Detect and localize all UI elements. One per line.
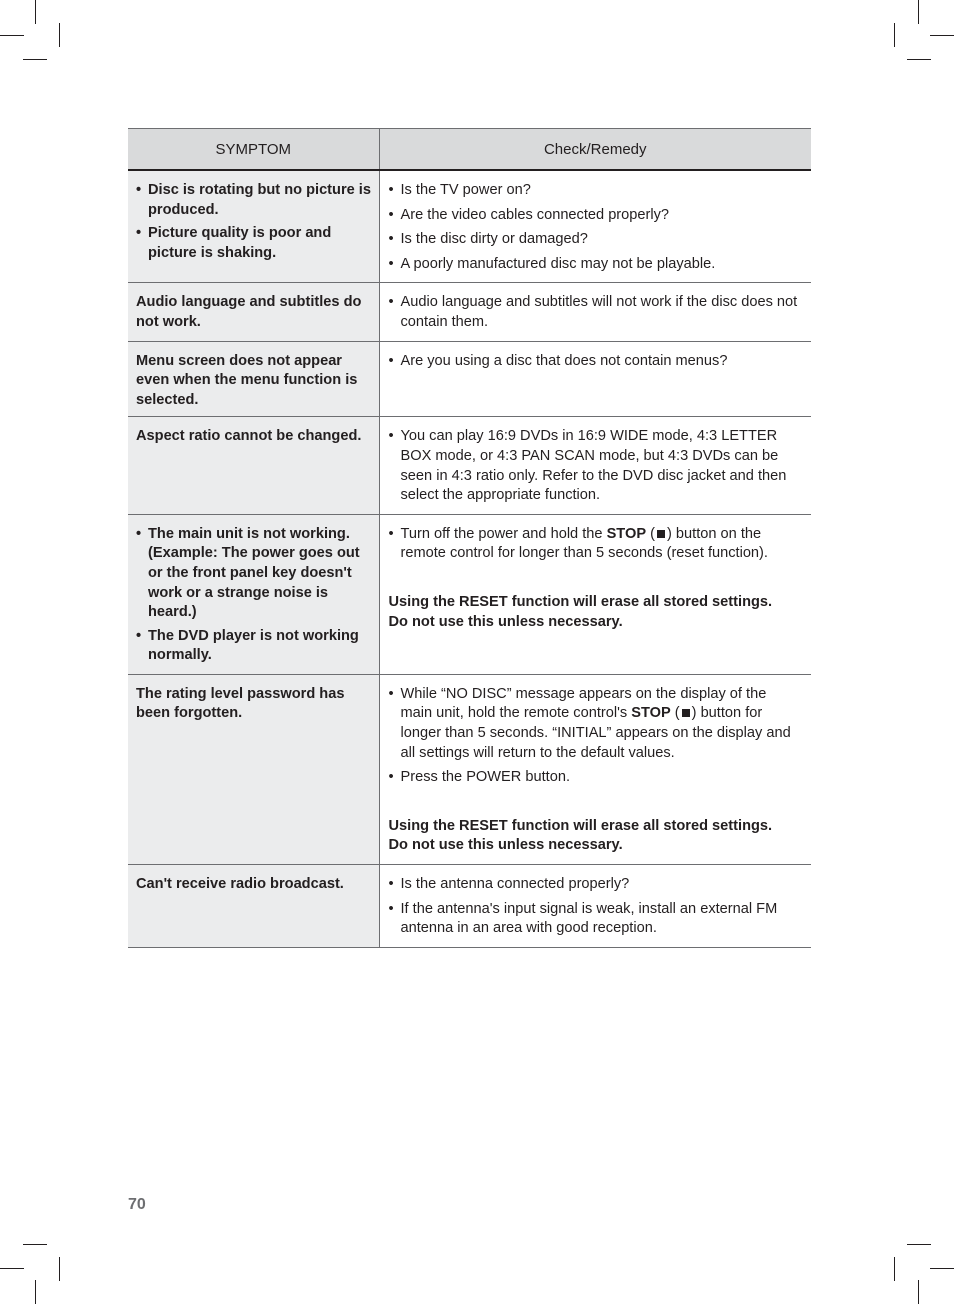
reset-warning-note [389,593,802,632]
crop-mark [59,23,60,47]
note-line: Do not use this unless necessary. [388,837,623,854]
remedy-cell [379,417,811,514]
symptom-text: Audio language and subtitles do not work. [136,294,362,330]
table-row [128,674,811,864]
remedy-item: • A poorly manufactured disc may not be playable. [389,255,802,275]
symptom-item: • Disc is rotating but no picture is produced. [136,181,373,220]
remedy-cell [379,674,811,864]
crop-mark [918,0,919,24]
remedy-item: • Are you using a disc that does not contain menus? [389,352,802,372]
remedy-item: • If the antenna's input signal is weak, install an external FM antenna in an area with good reception. [389,900,802,939]
note-line: Using the RESET function will erase all stored settings. [388,593,773,610]
remedy-cell [379,341,811,417]
table-row [128,514,811,674]
remedy-item: • Is the TV power on? [389,181,802,201]
remedy-text: While “NO DISC” message appears on the display of the main unit, hold the remote control's [400,685,767,722]
troubleshooting-table [128,128,811,948]
remedy-item: • Audio language and subtitles will not work if the disc does not contain them. [389,293,802,332]
remedy-item: • You can play 16:9 DVDs in 16:9 WIDE mode, 4:3 LETTER BOX mode, or 4:3 PAN SCAN mode, but 4:3 DVDs can be seen in 4:3 ratio only. Refer to the DVD disc jacket and then select the appropriate function. [389,427,802,505]
crop-mark [0,1268,24,1269]
reset-warning-note [389,817,802,856]
symptom-text: Can't receive radio broadcast. [136,876,344,893]
table-row [128,865,811,948]
stop-label: STOP [606,525,647,542]
remedy-item: • Is the disc dirty or damaged? [389,230,802,250]
symptom-cell [128,341,379,417]
symptom-item: • The DVD player is not working normally. [136,627,373,666]
remedy-cell [379,283,811,341]
table-header-row [128,129,811,171]
table-row [128,417,811,514]
remedy-item: • Are the video cables connected properly? [389,206,802,226]
crop-mark [907,59,931,60]
symptom-text: The rating level password has been forgotten. [136,685,345,722]
table-row [128,170,811,283]
remedy-item: • Press the POWER button. [389,768,802,788]
symptom-cell [128,417,379,514]
symptom-cell [128,674,379,864]
symptom-text: Menu screen does not appear even when the menu function is selected. [136,352,358,408]
crop-mark [59,1257,60,1281]
crop-mark [907,1244,931,1245]
symptom-item: • The main unit is not working. (Example: The power goes out or the front panel key doesn't work or a strange noise is heard.) [136,525,373,623]
crop-mark [930,35,954,36]
remedy-header: Check/Remedy [379,129,811,171]
crop-mark [35,0,36,24]
symptom-cell [128,283,379,341]
remedy-cell [379,170,811,283]
remedy-item [389,525,802,564]
symptom-cell [128,514,379,674]
symptom-cell [128,865,379,948]
note-line: Using the RESET function will erase all stored settings. [388,817,773,834]
symptom-cell [128,170,379,283]
paren-close: ) [691,705,701,722]
paren-close: ) [666,525,676,542]
stop-square-icon [682,709,690,717]
remedy-text: button for longer than 5 seconds. “INITIAL” appears on the display and all settings will return to the default values. [400,705,791,761]
stop-square-icon [657,530,665,538]
paren-open: ( [646,525,655,542]
remedy-cell [379,514,811,674]
table-row [128,341,811,417]
crop-mark [894,23,895,47]
remedy-cell [379,865,811,948]
crop-mark [0,35,24,36]
crop-mark [930,1268,954,1269]
note-line: Do not use this unless necessary. [388,613,623,630]
symptom-header: SYMPTOM [128,129,379,171]
remedy-item [389,685,802,763]
stop-label: STOP [631,705,671,722]
remedy-text: button on the remote control for longer than 5 seconds (reset function). [400,525,768,562]
crop-mark [35,1280,36,1304]
crop-mark [894,1257,895,1281]
paren-open: ( [670,705,680,722]
symptom-item: • Picture quality is poor and picture is shaking. [136,224,373,263]
crop-mark [918,1280,919,1304]
symptom-text: Aspect ratio cannot be changed. [136,428,362,445]
remedy-item: • Is the antenna connected properly? [389,875,802,895]
page-number: 70 [128,1196,146,1213]
crop-mark [23,59,47,60]
crop-mark [23,1244,47,1245]
table-row [128,283,811,341]
remedy-text: Turn off the power and hold the [400,525,607,542]
